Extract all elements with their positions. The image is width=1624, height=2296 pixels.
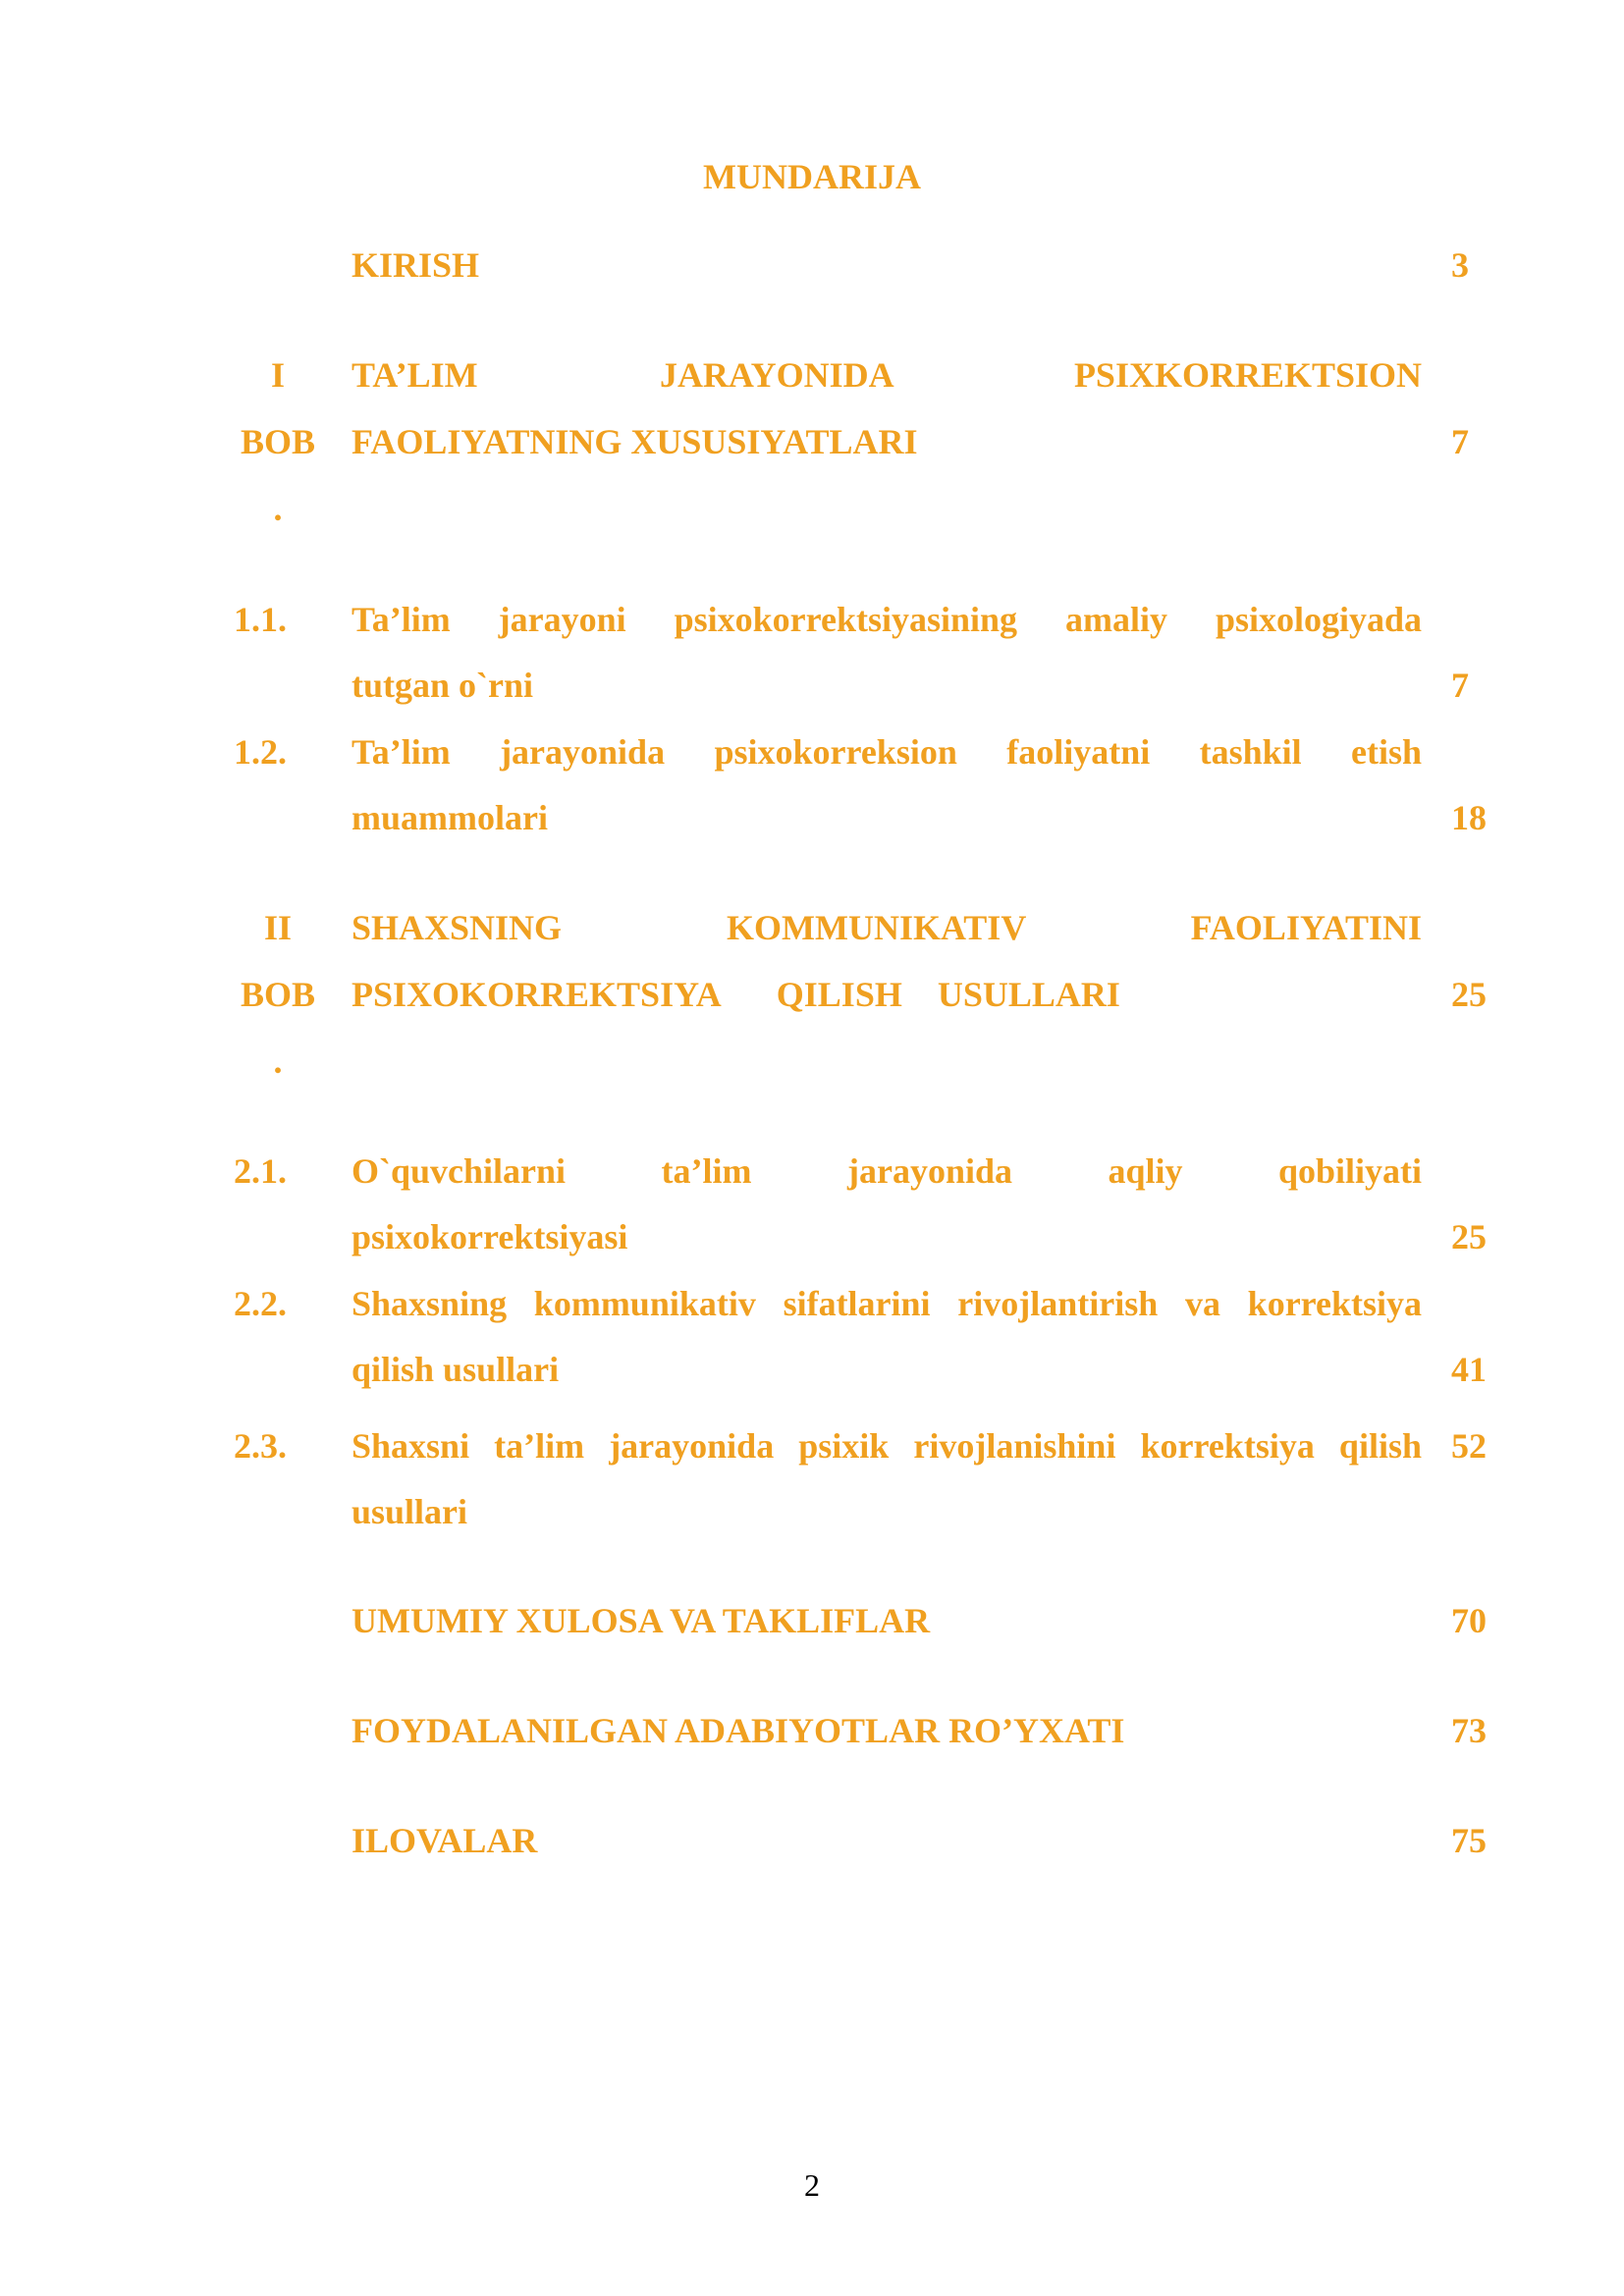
section-1-2-word: etish [1351,732,1423,772]
section-1-2-number: 1.2. [234,732,287,772]
chapter-1-title-line-2: FAOLIYATNING XUSUSIYATLARI [352,422,918,461]
chapter-2-word: KOMMUNIKATIV [727,908,1026,947]
section-2-1-word: ta’lim [661,1151,752,1191]
section-2-1-word: qobiliyati [1278,1151,1423,1191]
section-2-2-title-line-1: Shaxsning kommunikativ sifatlarini rivojlantirish va korrektsiya [352,1284,1422,1323]
toc-entry-ilovalar-label: ILOVALAR [352,1821,538,1860]
section-1-2-word: faoliyatni [1006,732,1151,772]
section-1-1-word: psixokorrektsiyasining [674,600,1018,639]
toc-entry-adabiyotlar-page: 73 [1451,1711,1487,1750]
toc-entry-xulosa-label: UMUMIY XULOSA VA TAKLIFLAR [352,1601,931,1640]
chapter-1-dot: . [273,489,283,528]
toc-entry-kirish-label: KIRISH [352,245,480,285]
chapter-1-word: JARAYONIDA [659,355,893,395]
chapter-2-page: 25 [1451,975,1487,1014]
section-2-1-word: aqliy [1108,1151,1183,1191]
chapter-1-page: 7 [1451,422,1469,461]
section-2-3-page: 52 [1451,1426,1487,1466]
chapter-1-word: PSIXKORREKTSION [1073,355,1423,395]
section-2-2-page: 41 [1451,1350,1487,1389]
toc-entry-ilovalar-page: 75 [1451,1821,1487,1860]
section-1-2-title-line-1 [352,734,1422,770]
chapter-2-word: USULLARI [937,975,1120,1014]
toc-entry-kirish-page: 3 [1451,245,1469,285]
chapter-1-title-line-1 [352,357,1422,393]
section-2-1-page: 25 [1451,1217,1487,1256]
section-1-1-word: jarayoni [498,600,626,639]
chapter-2-word: QILISH [776,975,902,1014]
section-1-1-title-line-2: tutgan o`rni [352,666,534,705]
section-1-2-word: jarayonida [500,732,666,772]
section-2-1-number: 2.1. [234,1151,287,1191]
section-2-1-title-line-2: psixokorrektsiyasi [352,1217,628,1256]
section-2-3-title-line-2: usullari [352,1492,468,1531]
chapter-2-word: PSIXOKORREKTSIYA [352,975,722,1014]
section-1-1-word: Ta’lim [352,600,451,639]
section-1-2-word: Ta’lim [352,732,451,772]
section-1-1-title-line-1 [352,602,1422,637]
section-1-2-title-line-2: muammolari [352,798,548,837]
chapter-2-word: SHAXSNING [352,908,563,947]
chapter-2-dot: . [273,1041,283,1081]
chapter-2-title-line-1 [352,910,1422,945]
section-1-1-number: 1.1. [234,600,287,639]
page-title: MUNDARIJA [703,157,921,196]
section-2-3-number: 2.3. [234,1426,287,1466]
section-1-2-page: 18 [1451,798,1487,837]
section-2-3-title-line-1: Shaxsni ta’lim jarayonida psixik rivojlanishini korrektsiya qilish [352,1426,1422,1466]
section-2-1-word: jarayonida [846,1151,1012,1191]
chapter-2-bob: BOB [240,975,316,1014]
chapter-1-word: TA’LIM [352,355,478,395]
section-1-2-word: psixokorreksion [714,732,957,772]
section-1-1-word: amaliy [1065,600,1168,639]
section-2-1-word: O`quvchilarni [352,1151,567,1191]
chapter-1-number: I [270,355,285,395]
section-1-1-word: psixologiyada [1215,600,1423,639]
section-1-2-word: tashkil [1199,732,1302,772]
section-2-2-title-line-2: qilish usullari [352,1350,560,1389]
footer-page-number: 2 [804,2167,820,2203]
chapter-2-number: II [263,908,293,947]
toc-entry-xulosa-page: 70 [1451,1601,1487,1640]
chapter-1-bob: BOB [240,422,316,461]
section-1-1-page: 7 [1451,666,1469,705]
toc-entry-adabiyotlar-label: FOYDALANILGAN ADABIYOTLAR RO’YXATI [352,1711,1125,1750]
chapter-2-word: FAOLIYATINI [1190,908,1422,947]
chapter-2-title-line-2 [352,977,1120,1012]
section-2-1-title-line-1 [352,1153,1422,1189]
section-2-2-number: 2.2. [234,1284,287,1323]
